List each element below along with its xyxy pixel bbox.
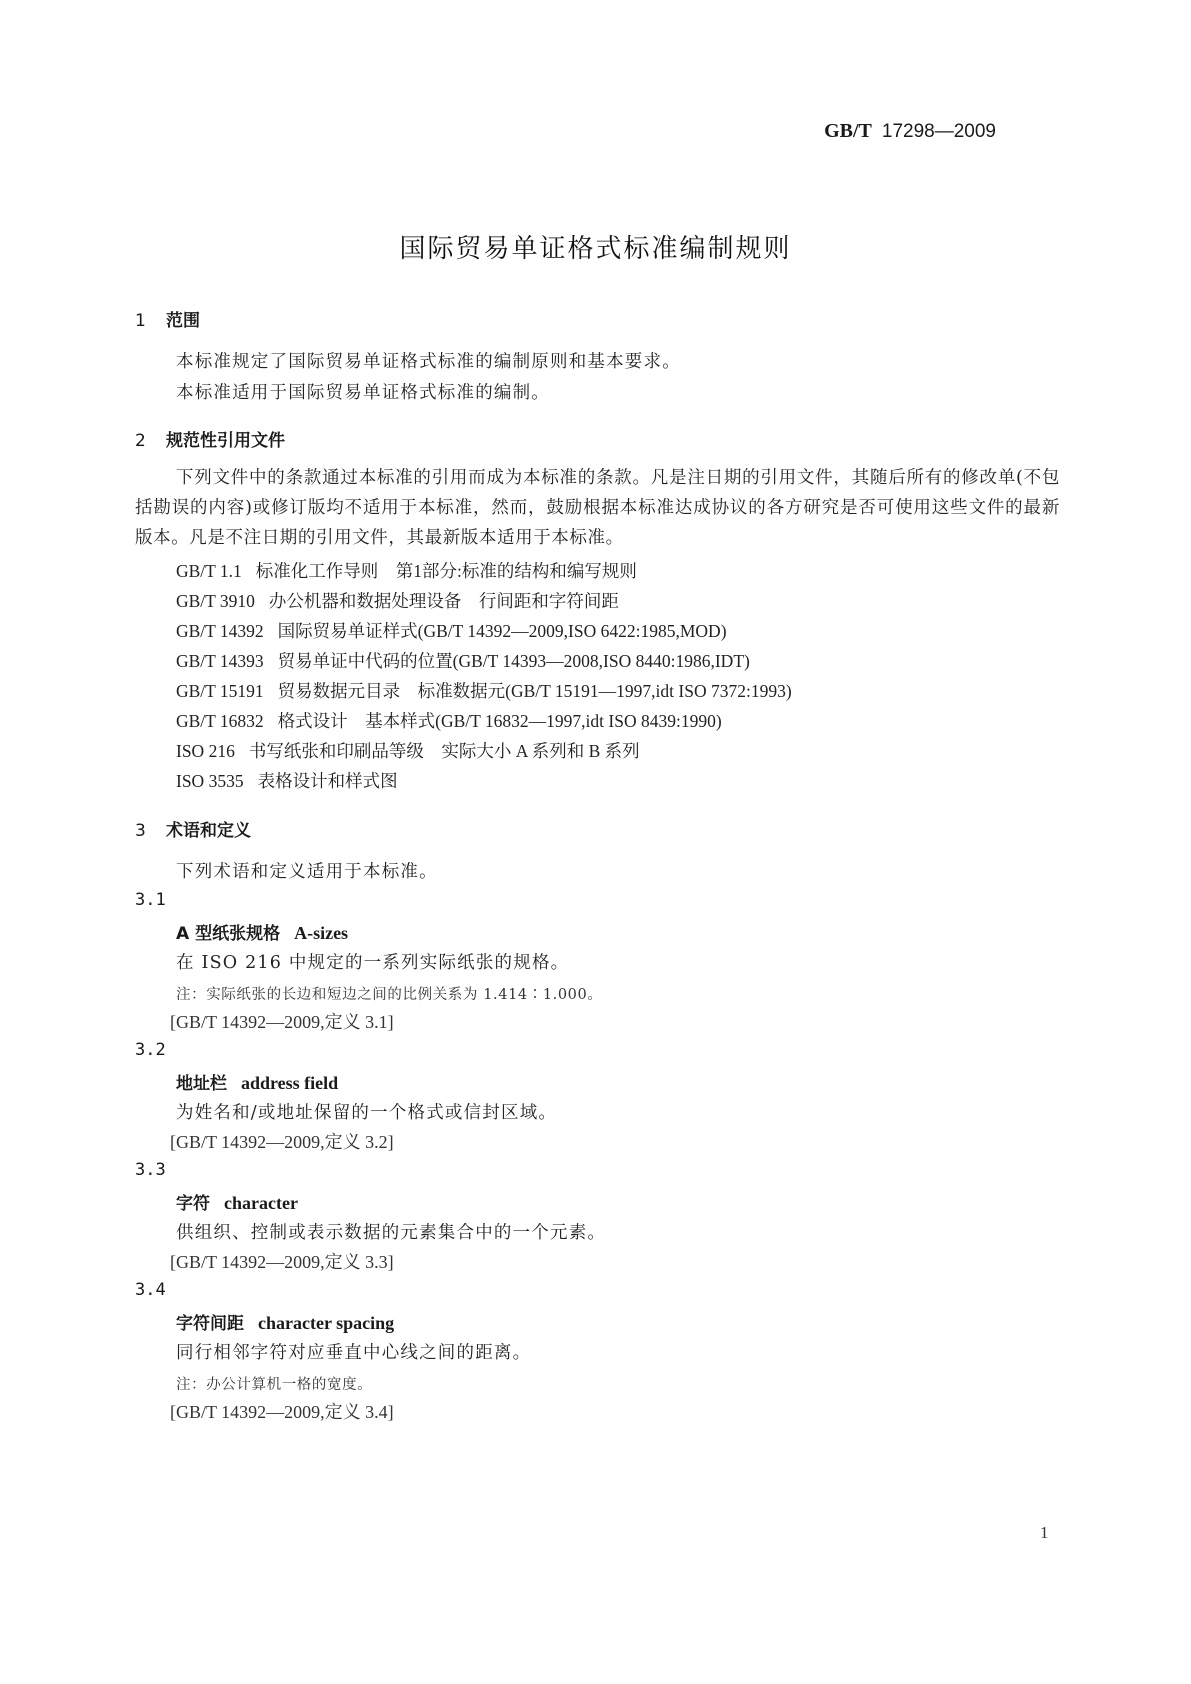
term-source: [GB/T 14392—2009,定义 3.3] [170, 1252, 394, 1272]
term-source: [GB/T 14392—2009,定义 3.2] [170, 1132, 394, 1152]
section-1-heading [135, 306, 200, 331]
term-heading: 字符间距 character spacing [176, 1313, 395, 1334]
paragraph-intro: 下列文件中的条款通过本标准的引用而成为本标准的条款。凡是注日期的引用文件，其随后所有的修改单(不包括勘误的内容)或修订版均不适用于本标准，然而，鼓励根据本标准达成协议的各方研究是否可使用这些文件的最新版本。凡是不注日期的引用文件，其最新版本适用于本标准。 [135, 468, 1060, 548]
section-3-heading [135, 816, 251, 841]
page-number: 1 [1040, 1523, 1049, 1542]
section-title: 规范性引用文件 [166, 431, 285, 451]
term-number: 3.3 [135, 1160, 166, 1180]
reference-item: GB/T 1.1 标准化工作导则 第1部分:标准的结构和编写规则 [176, 561, 637, 581]
paragraph: 本标准规定了国际贸易单证格式标准的编制原则和基本要求。 [176, 352, 681, 372]
term-source: [GB/T 14392—2009,定义 3.1] [170, 1012, 394, 1032]
paragraph: 本标准适用于国际贸易单证格式标准的编制。 [176, 383, 550, 403]
reference-item: ISO 3535 表格设计和样式图 [176, 771, 398, 791]
reference-item: GB/T 16832 格式设计 基本样式(GB/T 16832—1997,idt ISO 8439:1990) [176, 711, 722, 731]
standard-code [824, 120, 996, 143]
section-title: 术语和定义 [166, 821, 251, 841]
standard-prefix: GB/T [824, 120, 872, 142]
term-heading: 地址栏 address field [176, 1073, 339, 1094]
term-number: 3.4 [135, 1280, 166, 1300]
section-number: 1 [135, 311, 146, 331]
reference-item: GB/T 14393 贸易单证中代码的位置(GB/T 14393—2008,ISO 8440:1986,IDT) [176, 651, 750, 671]
reference-item: GB/T 14392 国际贸易单证样式(GB/T 14392—2009,ISO 6422:1985,MOD) [176, 621, 727, 641]
term-source: [GB/T 14392—2009,定义 3.4] [170, 1402, 394, 1422]
term-definition: 在 ISO 216 中规定的一系列实际纸张的规格。 [176, 953, 570, 973]
document-title: 国际贸易单证格式标准编制规则 [399, 234, 792, 264]
term-number: 3.2 [135, 1040, 166, 1060]
paragraph-intro: 下列术语和定义适用于本标准。 [176, 862, 438, 882]
section-title: 范围 [166, 311, 200, 331]
section-2-heading [135, 426, 285, 451]
term-definition: 同行相邻字符对应垂直中心线之间的距离。 [176, 1343, 532, 1363]
term-heading: 字符 character [176, 1193, 298, 1214]
term-definition: 为姓名和/或地址保留的一个格式或信封区域。 [176, 1103, 558, 1123]
reference-item: ISO 216 书写纸张和印刷品等级 实际大小 A 系列和 B 系列 [176, 741, 640, 761]
term-note: 注：办公计算机一格的宽度。 [176, 1377, 373, 1393]
standard-number: 17298—2009 [881, 121, 996, 142]
term-heading: A 型纸张规格 A-sizes [176, 923, 349, 944]
reference-item: GB/T 3910 办公机器和数据处理设备 行间距和字符间距 [176, 591, 619, 611]
section-number: 2 [135, 431, 146, 451]
reference-item: GB/T 15191 贸易数据元目录 标准数据元(GB/T 15191—1997,idt ISO 7372:1993) [176, 681, 792, 701]
term-number: 3.1 [135, 890, 166, 910]
term-definition: 供组织、控制或表示数据的元素集合中的一个元素。 [176, 1223, 607, 1243]
section-number: 3 [135, 821, 146, 841]
term-note: 注：实际纸张的长边和短边之间的比例关系为 1.414∶1.000。 [176, 987, 603, 1003]
